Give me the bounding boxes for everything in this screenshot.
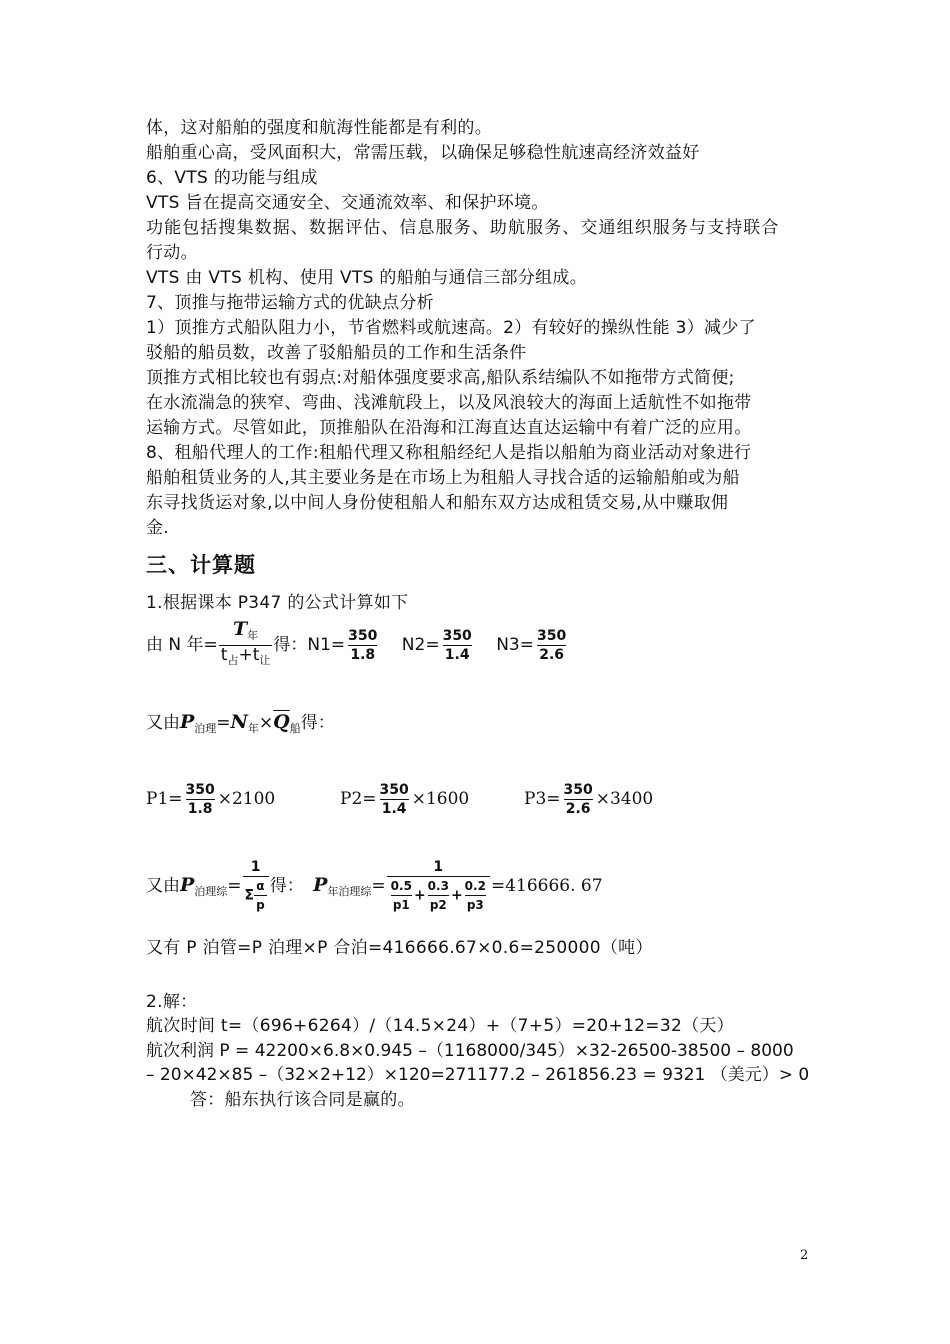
formula-p2: P2= $\frac{350}{1.4}$ ×1600 <box>340 782 470 817</box>
section-heading: 三、计算题 <box>146 553 256 577</box>
body-line: 东寻找货运对象,以中间人身份使租船人和船东双方达成租赁交易,从中赚取佣 <box>146 493 729 513</box>
fraction-combined: 1 Σ $\frac{\alpha}{p}$ <box>243 858 269 914</box>
formula-text: N2= <box>401 635 440 655</box>
body-line: 金. <box>146 518 170 538</box>
body-line: 顶推方式相比较也有弱点:对船体强度要求高,船队系结编队不如拖带方式简便; <box>146 368 735 388</box>
page-number: 2 <box>800 1248 809 1263</box>
fraction-p2: $\frac{350}{1.4}$ <box>379 782 409 817</box>
formula-p1: P1= $\frac{350}{1.8}$ ×2100 <box>146 782 276 817</box>
body-line: 船舶重心高，受风面积大，常需压载，以确保足够稳性航速高经济效益好 <box>146 143 700 163</box>
fraction-p3: $\frac{350}{2.6}$ <box>563 782 593 817</box>
answer-line: 答：船东执行该合同是赢的。 <box>190 1090 415 1110</box>
body-line: 航次利润 P = 42200×6.8×0.945 –（1168000/345）×32-26500-38500 – 8000 <box>146 1041 794 1061</box>
fraction-n2: $\frac{350}{1.4}$ <box>442 627 472 663</box>
fraction-n1: $\frac{350}{1.8}$ <box>348 627 378 663</box>
fraction-p1: $\frac{350}{1.8}$ <box>185 782 215 817</box>
body-line: 在水流湍急的狭窄、弯曲、浅滩航段上，以及风浪较大的海面上适航性不如拖带 <box>146 393 752 413</box>
formula-text: 得：N1= <box>273 635 346 655</box>
fraction <box>219 620 273 670</box>
section-title-7: 7、顶推与拖带运输方式的优缺点分析 <box>146 293 434 313</box>
formula-p-berth: 又由$P_{泊理}=N_年\times\overline{Q}_船$得： <box>146 711 335 735</box>
body-line: 1.根据课本 P347 的公式计算如下 <box>146 593 409 613</box>
fraction-denominator: $t_占+t_让$ <box>219 645 273 670</box>
formula-text: N3= <box>496 635 534 655</box>
fraction-numerator: $T_年$ <box>233 618 259 642</box>
body-line: 航次时间 t=（696+6264）/（14.5×24）+（7+5）=20+12=32（天） <box>146 1016 734 1036</box>
body-line: 驳船的船员数，改善了驳船船员的工作和生活条件 <box>146 343 527 363</box>
body-line: 船舶租赁业务的人,其主要业务是在市场上为租船人寻找合适的运输船舶或为船 <box>146 468 740 488</box>
body-line: VTS 旨在提高交通安全、交通流效率、和保护环境。 <box>146 193 549 213</box>
body-line: 运输方式。尽管如此，顶推船队在沿海和江海直达直达运输中有着广泛的应用。 <box>146 418 752 438</box>
fraction-annual: 1 $\frac{0.5}{p1}$ + $\frac{0.3}{p2}$ + $\frac{0.2}{p3}$ <box>387 858 490 914</box>
section-title-6: 6、VTS 的功能与组成 <box>146 168 318 188</box>
fraction-n3: $\frac{350}{2.6}$ <box>537 627 567 663</box>
body-line: VTS 由 VTS 机构、使用 VTS 的船舶与通信三部分组成。 <box>146 268 588 288</box>
body-line: 行动。 <box>146 243 198 263</box>
body-line: – 20×42×85 –（32×2+12）×120=271177.2 – 261856.23 = 9321 （美元）> 0 <box>146 1065 810 1085</box>
body-line: 2.解： <box>146 992 198 1012</box>
formula-n-year <box>146 620 569 670</box>
body-line: 又有 P 泊管=P 泊理×P 合泊=416666.67×0.6=250000（吨） <box>146 938 653 958</box>
formula-p3: P3= $\frac{350}{2.6}$ ×3400 <box>524 782 654 817</box>
body-line: 体，这对船舶的强度和航海性能都是有利的。 <box>146 118 492 138</box>
formula-p-combined: 又由$P_{泊理综}=$ 1 Σ $\frac{\alpha}{p}$ 得： $P_{年泊理综}=$ 1 $\frac{0.5}{p1}$ + $\frac{0.3}{p2}$ + $\frac{0.2}{p3}$ =416666. 67 <box>146 859 603 912</box>
body-line: 1）顶推方式船队阻力小，节省燃料或航速高。2）有较好的操纵性能 3）减少了 <box>146 318 756 338</box>
section-title-8: 8、租船代理人的工作:租船代理又称租船经纪人是指以船舶为商业活动对象进行 <box>146 443 752 463</box>
formula-text: 由 N 年= <box>146 635 218 655</box>
body-line: 功能包括搜集数据、数据评估、信息服务、助航服务、交通组织服务与支持联合 <box>146 218 780 238</box>
